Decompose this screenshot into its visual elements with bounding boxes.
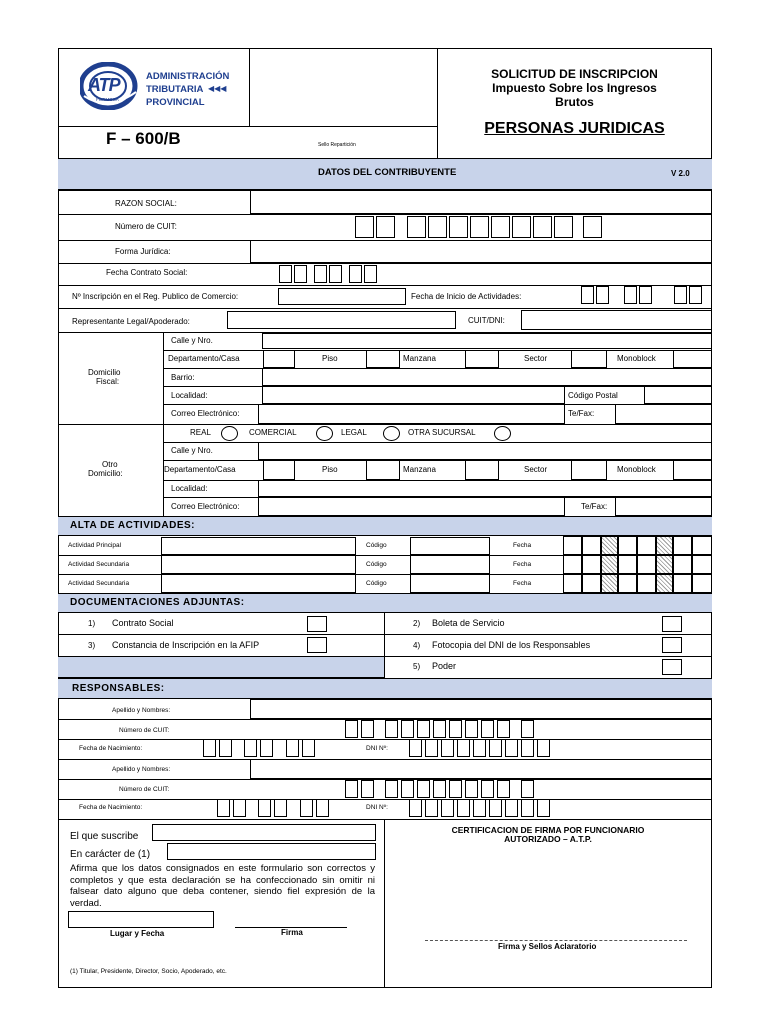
fecha-cell[interactable] [637,536,656,555]
suscribe-label: El que suscribe [70,831,139,842]
cuit-digit[interactable] [433,720,446,738]
cuit-digit[interactable] [481,780,494,798]
dom-fiscal-monoblock-input[interactable] [673,350,712,368]
version-label: V 2.0 [671,169,690,178]
fechanac-digit[interactable] [302,739,315,757]
cert-line-2: AUTORIZADO – A.T.P. [504,834,592,844]
razon-social-input[interactable] [250,190,712,214]
otro-dom-telfax-input[interactable] [615,497,712,516]
row-line [58,739,712,740]
otro-dom-manzana-input[interactable] [465,460,499,480]
dom-fiscal-label-1: Domicilio [88,368,121,377]
cuit-digit-3[interactable] [407,216,426,238]
codigo-label: Código [366,542,387,549]
forma-juridica-label: Forma Jurídica: [115,247,171,256]
fechanac-digit[interactable] [244,739,257,757]
representante-input[interactable] [227,311,456,329]
cuit-digit-1[interactable] [355,216,374,238]
declaracion-divider [384,819,385,988]
fecha-cell[interactable] [673,555,692,574]
doc-num-4: 4) [413,641,421,650]
dom-fiscal-barrio-label: Barrio: [171,373,195,382]
lugar-fecha-label: Lugar y Fecha [110,929,165,938]
fecha-cell[interactable] [618,555,637,574]
resp2-apellido-input[interactable] [250,759,712,779]
otro-dom-label-1: Otro [102,460,118,469]
actividad-label: Actividad Principal [68,542,122,549]
fecha-contrato-y2[interactable] [364,265,377,283]
dni-digit[interactable] [473,799,486,817]
fecha-cell[interactable] [618,536,637,555]
cuit-digit[interactable] [385,780,398,798]
cuit-digit[interactable] [481,720,494,738]
fecha-cell[interactable] [563,555,582,574]
otro-dom-calle-label: Calle y Nro. [171,446,213,455]
otro-dom-correo-label: Correo Electrónico: [171,502,240,511]
tipo-legal-label: LEGAL [341,428,367,437]
dni-digit[interactable] [409,739,422,757]
row-line [58,634,712,635]
dom-fiscal-telfax-input[interactable] [615,404,712,424]
dni-digit[interactable] [505,799,518,817]
cuit-digit[interactable] [361,720,374,738]
otro-dom-piso-input[interactable] [366,460,400,480]
fecha-inicio-y1[interactable] [674,286,687,304]
dni-digit[interactable] [441,739,454,757]
fecha-inicio-label: Fecha de Inicio de Actividades: [411,292,522,301]
nro-inscripcion-label: Nº Inscripción en el Reg. Publico de Comercio: [72,292,239,301]
fecha-cell[interactable] [692,574,712,593]
logo-badge: ATP [88,75,120,95]
resp1-fechanac-boxes [203,739,353,759]
cuit-digit[interactable] [417,720,430,738]
resp2-dni-boxes [409,799,609,819]
actividad-input[interactable] [161,574,356,593]
cuit-label: Número de CUIT: [115,222,177,231]
tipo-real-label: REAL [190,428,211,437]
fecha-contrato-m1[interactable] [314,265,327,283]
actividad-label: Actividad Secundaria [68,561,130,568]
lugar-fecha-input[interactable] [68,911,214,928]
otro-dom-calle-input[interactable] [258,442,712,460]
cuit-digit-11[interactable] [583,216,602,238]
sello-label: Sello Repartición [318,142,356,148]
dom-fiscal-manzana-input[interactable] [465,350,499,368]
fecha-label: Fecha [513,580,532,587]
fecha-contrato-d2[interactable] [294,265,307,283]
subtitle: PERSONAS JURIDICAS [484,120,665,137]
tipo-comercial-label: COMERCIAL [249,428,297,437]
cuit-digit[interactable] [417,780,430,798]
dom-fiscal-piso-label: Piso [322,354,338,363]
fecha-cell[interactable] [673,536,692,555]
cuit-digit[interactable] [401,780,414,798]
tipo-otra-radio[interactable] [494,426,511,441]
fecha-inicio-m1[interactable] [624,286,637,304]
cuit-digit[interactable] [449,780,462,798]
otro-dom-monoblock-input[interactable] [673,460,712,480]
dom-fiscal-localidad-label: Localidad: [171,391,208,400]
logo-text-2: TRIBUTARIA [146,84,204,95]
fecha-separator [656,574,673,593]
fechanac-digit[interactable] [203,739,216,757]
actividad-label: Actividad Secundaria [68,580,130,587]
row-line [58,285,712,286]
forma-juridica-input[interactable] [250,240,712,263]
cuit-digit[interactable] [497,720,510,738]
cuit-digit-9[interactable] [533,216,552,238]
fecha-cell[interactable] [582,574,601,593]
doc-num-2: 2) [413,619,421,628]
row-line [58,799,712,800]
dom-fiscal-monoblock-label: Monoblock [617,354,656,363]
dom-fiscal-telfax-label: Te/Fax: [568,409,595,418]
row-line [58,424,712,425]
cuit-digit[interactable] [345,780,358,798]
firma-sellos-label: Firma y Sellos Aclaratorio [498,942,597,951]
otro-dom-localidad-label: Localidad: [171,484,208,493]
codigo-input[interactable] [410,574,490,593]
dni-digit[interactable] [521,739,534,757]
cuit-digit[interactable] [465,720,478,738]
resp1-cuit-label: Número de CUIT: [119,727,170,734]
otro-dom-label-2: Domicilio: [88,469,123,478]
row-line [58,263,712,264]
logo-text-3: PROVINCIAL [146,97,205,108]
fechanac-digit[interactable] [316,799,329,817]
dom-fiscal-depto-input[interactable] [263,350,295,368]
resp2-apellido-label: Apellido y Nombres: [112,766,171,773]
cuit-digit-6[interactable] [470,216,489,238]
dni-digit[interactable] [409,799,422,817]
fechanac-digit[interactable] [219,739,232,757]
resp2-fechanac-label: Fecha de Nacimiento: [79,804,143,811]
cuit-digit[interactable] [521,720,534,738]
fecha-cell[interactable] [563,536,582,555]
fecha-cell[interactable] [582,555,601,574]
footnote: (1) Titular, Presidente, Director, Socio, Apoderado, etc. [70,968,227,975]
actividad-input[interactable] [161,537,356,555]
tipo-comercial-radio[interactable] [316,426,333,441]
representante-label: Representante Legal/Apoderado: [72,317,190,326]
cuit-digit-5[interactable] [449,216,468,238]
dni-digit[interactable] [425,799,438,817]
fechanac-digit[interactable] [217,799,230,817]
doc-check-2[interactable] [662,616,682,632]
cuit-digit[interactable] [497,780,510,798]
resp1-cuit-boxes [345,719,615,739]
fechanac-digit[interactable] [286,739,299,757]
cert-firma-line [425,940,687,941]
form-code: F – 600/B [106,129,181,148]
dom-fiscal-correo-label: Correo Electrónico: [171,409,240,418]
dni-digit[interactable] [457,739,470,757]
responsables-title: RESPONSABLES: [72,683,165,694]
row-line [58,308,712,309]
dom-fiscal-divider [163,332,164,424]
cuit-digit[interactable] [449,720,462,738]
resp1-fechanac-label: Fecha de Nacimiento: [79,745,143,752]
dom-fiscal-cp-label: Código Postal [568,391,618,400]
doc-label-4: Fotocopia del DNI de los Responsables [432,640,591,650]
dni-digit[interactable] [425,739,438,757]
otro-dom-manzana-label: Manzana [403,465,436,474]
cuit-digit[interactable] [385,720,398,738]
cuit-digit[interactable] [433,780,446,798]
actividades-title: ALTA DE ACTIVIDADES: [70,520,195,531]
cuit-digit-7[interactable] [491,216,510,238]
row-line [58,214,712,215]
otro-dom-piso-label: Piso [322,465,338,474]
title-2: Impuesto Sobre los Ingresos [492,81,657,95]
otro-dom-localidad-input[interactable] [258,480,712,497]
dni-digit[interactable] [441,799,454,817]
documentaciones-title: DOCUMENTACIONES ADJUNTAS: [70,597,245,608]
dni-digit[interactable] [537,739,550,757]
dni-digit[interactable] [457,799,470,817]
codigo-label: Código [366,580,387,587]
row-line [163,350,712,351]
fecha-cell[interactable] [692,555,712,574]
resp1-dni-boxes [409,739,609,759]
dni-digit[interactable] [505,739,518,757]
cuit-dni-label: CUIT/DNI: [468,316,505,325]
title-1: SOLICITUD DE INSCRIPCION [491,67,658,81]
actividad-fecha-grid [563,536,712,593]
atp-logo [80,62,240,112]
cert-line-1: CERTIFICACION DE FIRMA POR FUNCIONARIO [451,825,645,835]
doc-num-5: 5) [413,662,421,671]
doc-label-5: Poder [432,661,457,671]
resp1-apellido-input[interactable] [250,699,712,719]
dom-fiscal-sector-label: Sector [524,354,548,363]
header-divider-left [249,48,250,126]
dom-fiscal-calle-label: Calle y Nro. [171,336,213,345]
resp2-cuit-boxes [345,779,615,799]
fecha-contrato-d1[interactable] [279,265,292,283]
cuit-digit[interactable] [345,720,358,738]
cuit-digit[interactable] [401,720,414,738]
cuit-dni-input[interactable] [521,310,712,330]
fecha-cell[interactable] [692,536,712,555]
dom-fiscal-piso-input[interactable] [366,350,400,368]
resp1-apellido-label: Apellido y Nombres: [112,707,171,714]
afirma-text: Afirma que los datos consignados en este formulario son correctos y completos y que esta declaración se ha confeccionado sin omitir ni falsear dato alguno que deba contener, siendo fiel expresión de la verdad. [70,863,375,909]
fechanac-digit[interactable] [260,739,273,757]
fecha-label: Fecha [513,542,532,549]
fechanac-digit[interactable] [274,799,287,817]
actividad-input[interactable] [161,555,356,574]
dom-fiscal-sector-input[interactable] [571,350,607,368]
fecha-cell[interactable] [618,574,637,593]
codigo-input[interactable] [410,555,490,574]
dni-digit[interactable] [489,739,502,757]
cuit-digit-2[interactable] [376,216,395,238]
fecha-inicio-y2[interactable] [689,286,702,304]
doc-divider [384,613,385,678]
doc-label-2: Boleta de Servicio [432,618,505,628]
row-line [163,460,712,461]
dni-digit[interactable] [473,739,486,757]
logo-text-1: ADMINISTRACIÓN [146,71,230,82]
doc-label-3: Constancia de Inscripción en la AFIP [112,640,260,650]
otro-dom-telfax-label: Te/Fax: [581,502,608,511]
dom-fiscal-localidad-input[interactable] [262,386,565,404]
fecha-separator [601,555,618,574]
doc-check-3[interactable] [307,637,327,653]
fecha-label: Fecha [513,561,532,568]
fecha-separator [656,555,673,574]
doc-check-4[interactable] [662,637,682,653]
header-divider-h [58,126,437,127]
tipo-legal-radio[interactable] [383,426,400,441]
dom-fiscal-label-2: Fiscal: [96,377,120,386]
contribuyente-title: DATOS DEL CONTRIBUYENTE [318,167,457,178]
fechanac-digit[interactable] [233,799,246,817]
resp2-dni-label: DNI Nº: [366,804,388,811]
fecha-inicio-m2[interactable] [639,286,652,304]
doc-num-1: 1) [88,619,96,628]
cuit-digit[interactable] [521,780,534,798]
cuit-digit-10[interactable] [554,216,573,238]
dom-fiscal-manzana-label: Manzana [403,354,436,363]
codigo-input[interactable] [410,537,490,555]
dom-fiscal-cp-input[interactable] [644,386,712,404]
cuit-digit[interactable] [361,780,374,798]
dni-digit[interactable] [489,799,502,817]
otro-dom-depto-label: Departamento/Casa [164,465,236,474]
fecha-contrato-m2[interactable] [329,265,342,283]
doc-label-1: Contrato Social [112,618,174,628]
codigo-label: Código [366,561,387,568]
resp2-fechanac-boxes [217,799,367,819]
fecha-contrato-label: Fecha Contrato Social: [106,268,188,277]
cuit-digit-4[interactable] [428,216,447,238]
cuit-digit[interactable] [465,780,478,798]
dom-fiscal-correo-input[interactable] [258,404,565,424]
fechanac-digit[interactable] [258,799,271,817]
fechanac-digit[interactable] [300,799,313,817]
doc-row-5-bg [58,656,384,678]
doc-check-5[interactable] [662,659,682,675]
caracter-input[interactable] [167,843,376,860]
logo-sub: FORMOSA [96,97,119,102]
otro-dom-sector-label: Sector [524,465,548,474]
otro-dom-monoblock-label: Monoblock [617,465,656,474]
doc-check-1[interactable] [307,616,327,632]
razon-social-label: RAZON SOCIAL: [115,199,177,208]
otro-dom-sector-input[interactable] [571,460,607,480]
fecha-cell[interactable] [563,574,582,593]
row-line [58,656,712,657]
resp1-dni-label: DNI Nº: [366,745,388,752]
fecha-separator [656,536,673,555]
fecha-cell[interactable] [673,574,692,593]
suscribe-input[interactable] [152,824,376,841]
dom-fiscal-barrio-input[interactable] [262,368,712,386]
fecha-inicio-d1[interactable] [581,286,594,304]
doc-num-3: 3) [88,641,96,650]
dom-fiscal-calle-input[interactable] [262,333,712,349]
otro-dom-correo-input[interactable] [258,497,565,516]
fecha-separator [601,574,618,593]
fecha-inicio-d2[interactable] [596,286,609,304]
otro-dom-depto-input[interactable] [263,460,295,480]
fecha-contrato-y1[interactable] [349,265,362,283]
dni-digit[interactable] [537,799,550,817]
title-3: Brutos [555,95,594,109]
nro-inscripcion-input[interactable] [278,288,406,305]
tipo-real-radio[interactable] [221,426,238,441]
tipo-otra-label: OTRA SUCURSAL [408,428,476,437]
cuit-digit-8[interactable] [512,216,531,238]
firma-label: Firma [281,928,303,937]
dom-fiscal-depto-label: Departamento/Casa [168,354,240,363]
logo-arrows: ◀◀◀ [208,84,227,93]
row-line [58,819,712,820]
fecha-cell[interactable] [637,574,656,593]
caracter-label: En carácter de (1) [70,849,151,860]
fecha-cell[interactable] [582,536,601,555]
dni-digit[interactable] [521,799,534,817]
resp2-cuit-label: Número de CUIT: [119,786,170,793]
fecha-cell[interactable] [637,555,656,574]
fecha-separator [601,536,618,555]
